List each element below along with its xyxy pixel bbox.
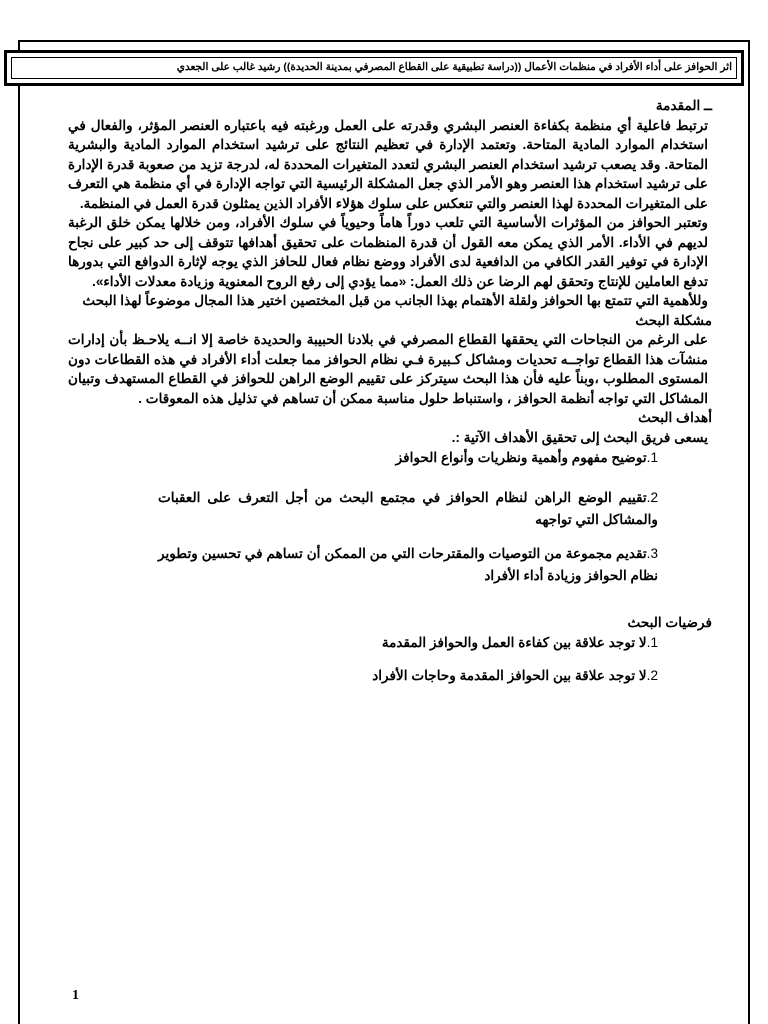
document-body (62, 96, 712, 700)
hypothesis-number: 2. (646, 668, 658, 683)
introduction-heading: ــ المقدمة (655, 98, 712, 113)
introduction-paragraph-3: وللأهمية التي تتمتع بها الحوافز ولقلة الأهتمام بهذا الجانب من قبل المختصين اختير هذا المجال موضوعاً لهذا البحث (82, 293, 708, 308)
introduction-section (62, 96, 712, 311)
hypotheses-heading: فرضيات البحث (627, 615, 712, 630)
objective-number: 1. (646, 450, 658, 465)
hypothesis-text: لا توجد علاقة بين الحوافز المقدمة وحاجات الأفراد (372, 668, 647, 683)
problem-section (62, 311, 712, 409)
objectives-intro: يسعى فريق البحث إلى تحقيق الأهداف الآتية :. (451, 429, 708, 445)
objective-item (158, 447, 658, 469)
objectives-section (62, 408, 712, 587)
problem-paragraph: على الرغم من النجاحات التي يحققها القطاع المصرفي في بلادنا الحبيبة والحديدة خاصة إلا انــه يلاحـظ بأن إدارات منشآت هذا القطاع تواجــه تحديات ومشاكل كـبيرة فـي نظام الحوافز مما جعلت أداء الأفراد في هذه القطاعات دون المستوى المطلوب ،وبناً عليه فأن هذا البحث سيتركز على تقييم الوضع الراهن للحوافز في القطاع المستهدف وتبيان المشاكل التي تواجه أنظمة الحوافز ، واستنباط حلول مناسبة ممكن أن تساهم في تذليل هذه المعوقات . (68, 332, 708, 406)
introduction-paragraph-1: ترتبط فاعلية أي منظمة بكفاءة العنصر البشري وقدرته على العمل ورغبته فيه باعتباره العنصر المؤثر، والفعال في استخدام الموارد المادية المتاحة. وتعتمد الإدارة في تعظيم النتائج على ترشيد استخدام الموارد المادية والبشرية المتاحة. وقد يصعب ترشيد استخدام العنصر البشري لتعدد المتغيرات المحددة له، لدرجة تزيد من صعوبة قدرة الإدارة على ترشيد استخدام هذا العنصر وهو الأمر الذي جعل المشكلة الرئيسية التي تواجه الإدارة في أي منظمة هي التعرف على المتغيرات المحددة لهذا العنصر والتي تنعكس على سلوك هؤلاء الأفراد الذين يمثلون قدرة العمل في المنظمة. (68, 117, 708, 211)
hypothesis-item (62, 666, 658, 686)
hypotheses-section (62, 613, 712, 686)
objectives-list (62, 447, 712, 587)
problem-heading: مشكلة البحث (635, 312, 712, 328)
page-number: 1 (72, 988, 79, 1003)
objective-item (158, 487, 658, 531)
hypothesis-text: لا توجد علاقة بين كفاءة العمل والحوافز المقدمة (381, 634, 647, 650)
hypothesis-number: 1. (646, 634, 658, 650)
objective-number: 2. (646, 490, 658, 505)
objective-text: تقديم مجموعة من التوصيات والمقترحات التي من الممكن أن تساهم في تحسين وتطوير نظام الحوافز وزيادة أداء الأفراد (158, 546, 658, 583)
objective-text: تقييم الوضع الراهن لنظام الحوافز في مجتمع البحث من أجل التعرف على العقبات والمشاكل التي تواجهه (158, 490, 658, 527)
hypotheses-list (62, 633, 712, 686)
running-header-title: اثر الحوافز على أداء الأفراد في منظمات الأعمال ((دراسة تطبيقية على القطاع المصرفي بمدينة الحديدة)) رشيد غالب على الجعدي (11, 57, 737, 79)
objectives-heading: أهداف البحث (638, 410, 712, 425)
objective-text: توضيح مفهوم وأهمية ونظريات وأنواع الحوافز (395, 450, 647, 465)
running-header-box (4, 50, 744, 86)
objective-item (158, 543, 658, 587)
objective-number: 3. (646, 546, 658, 561)
hypothesis-item (62, 633, 658, 653)
introduction-paragraph-2: وتعتبر الحوافز من المؤثرات الأساسية التي تلعب دوراً هاماً وحيوياً في سلوك الأفراد، ومن خلالها يمكن خلق الرغبة لديهم في الأداء. الأمر الذي يمكن معه القول أن قدرة المنظمات على تحقيق أهدافها تتوقف إلى حد كبير على نجاح الإدارة في توفير القدر الكافي من الدافعية لدى الأفراد ووضع نظام فعال للحافز الذي يوجه لإثارة الدوافع التي بدورها تدفع العاملين للإنتاج وتحقق لهم الرضا عن ذلك العمل: «مما يؤدي إلى رفع الروح المعنوية وزيادة معدلات الأداء». (68, 215, 708, 289)
